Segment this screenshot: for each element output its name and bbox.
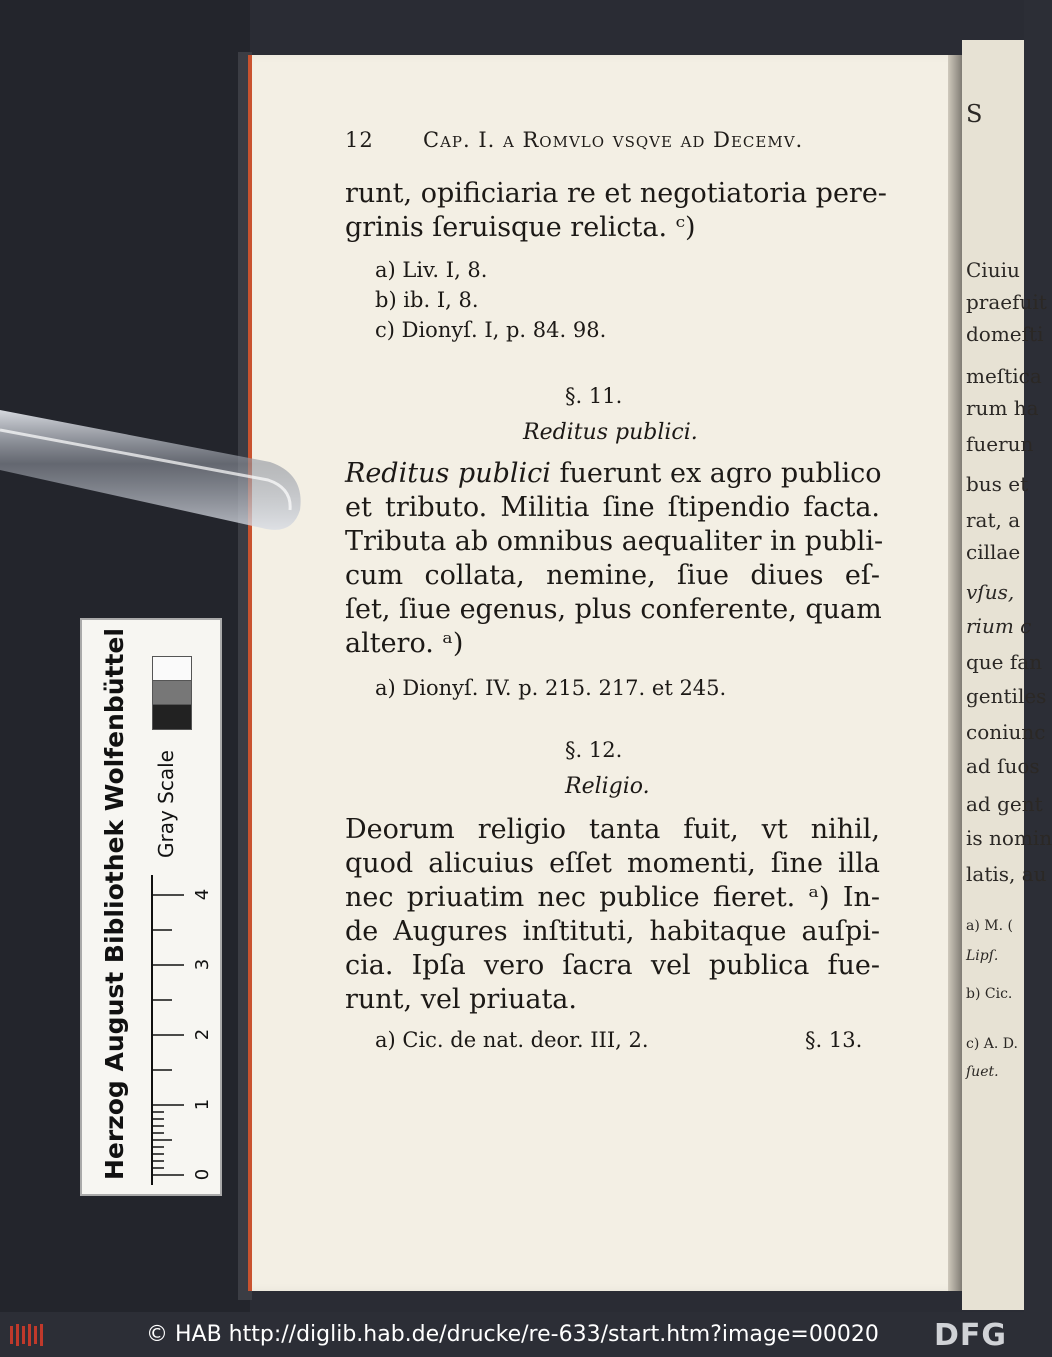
facing-text: meſtica bbox=[966, 364, 1042, 388]
footnote: c) Dionyſ. I, p. 84. 98. bbox=[375, 318, 607, 342]
facing-text: bus et bbox=[966, 472, 1029, 496]
dfg-logo: DFG bbox=[934, 1318, 1008, 1353]
text-line: Tributa ab omnibus aequaliter in publi- bbox=[345, 526, 884, 557]
ruler bbox=[150, 875, 190, 1185]
ruler-tick-label: 0 bbox=[192, 1168, 214, 1181]
footer-bar bbox=[0, 1312, 1024, 1357]
page-number: 12 bbox=[345, 128, 374, 152]
ruler-tick-label: 1 bbox=[192, 1098, 214, 1111]
facing-text: vſus, bbox=[966, 580, 1015, 604]
text-line: quod alicuius eſſet momenti, ſine illa bbox=[345, 848, 880, 879]
facing-text: coniunc bbox=[966, 720, 1046, 744]
facing-text: ad ſuos bbox=[966, 754, 1040, 778]
copyright-link[interactable]: © HAB http://diglib.hab.de/drucke/re-633/start.htm?image=00020 bbox=[146, 1322, 879, 1347]
ruler-tick-label: 4 bbox=[192, 888, 214, 901]
text-line: nec priuatim nec publice fieret. ᵃ) In- bbox=[345, 882, 880, 913]
facing-text: rum ha bbox=[966, 396, 1039, 420]
ruler-tick-label: 2 bbox=[192, 1028, 214, 1041]
facing-text: Lipſ. bbox=[966, 948, 999, 964]
gray-swatch bbox=[152, 656, 192, 682]
facing-text: ad gent bbox=[966, 792, 1043, 816]
facing-text: rium c bbox=[966, 614, 1032, 638]
glass-page-weight bbox=[0, 410, 305, 540]
text-line: cia. Ipſa vero ſacra vel publica fue- bbox=[345, 950, 880, 981]
text-line: altero. ᵃ) bbox=[345, 628, 464, 659]
facing-text: gentiles bbox=[966, 684, 1047, 708]
facing-text: Ciuiu bbox=[966, 258, 1020, 282]
section-number: §. 11. bbox=[565, 384, 623, 408]
text-line: cum collata, nemine, ſiue diues eſ- bbox=[345, 560, 880, 591]
facing-text: a) M. ( bbox=[966, 918, 1013, 934]
gray-swatch bbox=[152, 704, 192, 730]
facing-text: b) Cic. bbox=[966, 986, 1013, 1002]
lead-italic: Reditus publici bbox=[345, 458, 551, 489]
gray-scale-label: Gray Scale bbox=[154, 750, 178, 858]
text-line: ſet, ſiue egenus, plus conferente, quam bbox=[345, 594, 882, 625]
facing-text: cillae bbox=[966, 540, 1021, 564]
text-line: runt, opificiaria re et negotiatoria pere- bbox=[345, 178, 887, 209]
facing-page-fragment bbox=[962, 40, 1052, 1310]
ruler-tick-label: 3 bbox=[192, 958, 214, 971]
text-line bbox=[345, 458, 881, 489]
facing-text: c) A. D. bbox=[966, 1036, 1018, 1052]
footnote: b) ib. I, 8. bbox=[375, 288, 479, 312]
facing-text: ſuet. bbox=[966, 1064, 999, 1080]
footnote: a) Dionyſ. IV. p. 215. 217. et 245. bbox=[375, 676, 727, 700]
footnote: a) Cic. de nat. deor. III, 2. bbox=[375, 1028, 649, 1052]
gray-swatch bbox=[152, 680, 192, 706]
institution-label: Herzog August Bibliothek Wolfenbüttel bbox=[100, 628, 129, 1180]
facing-text: latis, au bbox=[966, 862, 1047, 886]
facing-text: que fan bbox=[966, 650, 1043, 674]
section-subtitle: Reditus publici. bbox=[523, 420, 698, 445]
facing-text: rat, a bbox=[966, 508, 1021, 532]
facing-text: domeſti bbox=[966, 322, 1044, 346]
running-title: Cap. I. a Romvlo vsqve ad Decemv. bbox=[423, 128, 804, 152]
catchword: §. 13. bbox=[805, 1028, 863, 1052]
facing-text: fuerun bbox=[966, 432, 1034, 456]
text-line: Deorum religio tanta fuit, vt nihil, bbox=[345, 814, 880, 845]
text-line: et tributo. Militia ſine ſtipendio facta. bbox=[345, 492, 880, 523]
facing-text: is nomin bbox=[966, 826, 1052, 850]
facing-text: S bbox=[966, 100, 983, 128]
section-number: §. 12. bbox=[565, 738, 623, 762]
text-segment: fuerunt ex agro publico bbox=[559, 458, 882, 489]
footnote: a) Liv. I, 8. bbox=[375, 258, 488, 282]
hab-logo-icon bbox=[8, 1322, 48, 1348]
text-line: de Augures inſtituti, habitaque auſpi- bbox=[345, 916, 880, 947]
color-scale-card bbox=[80, 618, 222, 1196]
facing-text: praefuit bbox=[966, 290, 1047, 314]
section-subtitle: Religio. bbox=[565, 774, 650, 799]
text-line: grinis ſeruisque relicta. ᶜ) bbox=[345, 212, 696, 243]
text-line: runt, vel priuata. bbox=[345, 984, 577, 1015]
